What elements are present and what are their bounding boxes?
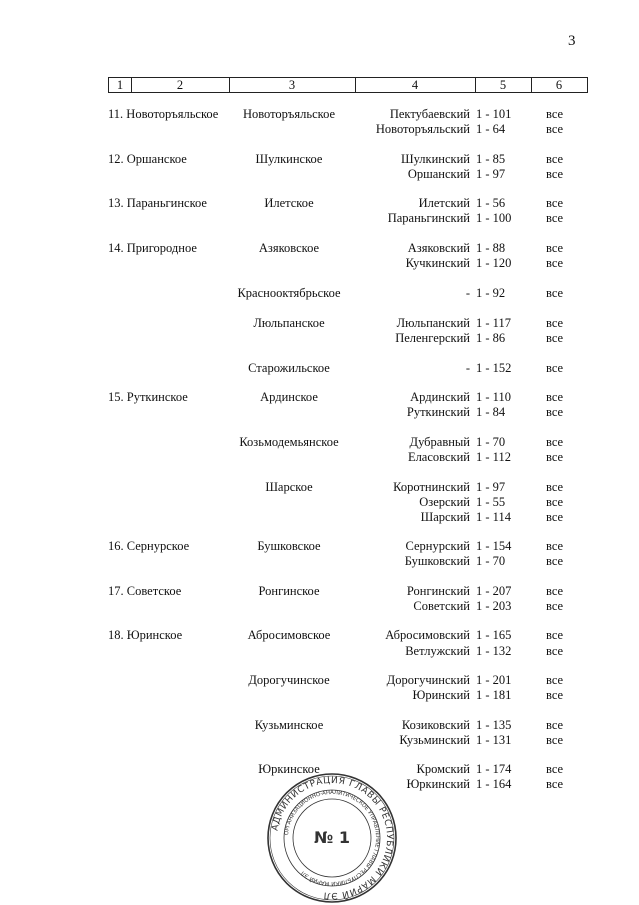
- house-range: 1 - 201: [476, 673, 512, 687]
- coverage-value: все: [546, 390, 564, 404]
- coverage-value: все: [546, 107, 564, 121]
- coverage-value: все: [546, 122, 564, 136]
- settlement-name: Новоторъяльское: [242, 107, 336, 121]
- house-range: 1 - 114: [476, 510, 511, 524]
- coverage-value: все: [546, 361, 564, 375]
- village-name: Бушковский: [404, 554, 470, 568]
- settlement-name: Кузьминское: [254, 718, 324, 732]
- house-range: 1 - 112: [476, 450, 511, 464]
- coverage-value: все: [546, 688, 564, 702]
- coverage-value: все: [546, 196, 564, 210]
- village-name: Кузьминский: [399, 733, 470, 747]
- header-cell-3: 3: [288, 78, 296, 92]
- header-cell-4: 4: [411, 78, 419, 92]
- house-range: 1 - 120: [476, 256, 512, 270]
- coverage-value: все: [546, 435, 564, 449]
- house-range: 1 - 64: [476, 122, 506, 136]
- settlement-name: Дорогучинское: [248, 673, 330, 687]
- house-range: 1 - 154: [476, 539, 512, 553]
- coverage-value: все: [546, 733, 564, 747]
- house-range: 1 - 110: [476, 390, 511, 404]
- coverage-value: все: [546, 256, 564, 270]
- header-cell-2: 2: [176, 78, 184, 92]
- district-name: 16. Сернурское: [108, 539, 190, 553]
- header-cell-1: 1: [116, 78, 124, 92]
- stamp-number: № 1: [314, 828, 350, 847]
- village-name: Сернурский: [405, 539, 470, 553]
- settlement-name: Абросимовское: [247, 628, 331, 642]
- district-name: 18. Юринское: [108, 628, 183, 642]
- village-name: Козиковский: [401, 718, 470, 732]
- stamp-outer-text: АДМИНИСТРАЦИЯ ГЛАВЫ РЕСПУБЛИКИ МАРИЙ ЭЛ: [270, 775, 395, 901]
- village-name: Илетский: [418, 196, 470, 210]
- village-name: Оршанский: [407, 167, 470, 181]
- house-range: 1 - 84: [476, 405, 506, 419]
- coverage-value: все: [546, 599, 564, 613]
- coverage-value: все: [546, 450, 564, 464]
- house-range: 1 - 164: [476, 777, 512, 791]
- coverage-value: все: [546, 211, 564, 225]
- house-range: 1 - 56: [476, 196, 506, 210]
- house-range: 1 - 97: [476, 480, 506, 494]
- coverage-value: все: [546, 331, 564, 345]
- settlement-name: Люльпанское: [253, 316, 325, 330]
- house-range: 1 - 181: [476, 688, 512, 702]
- page-number: 3: [568, 33, 576, 49]
- house-range: 1 - 203: [476, 599, 512, 613]
- house-range: 1 - 85: [476, 152, 506, 166]
- stamp-inner-text: ОРГАНИЗАЦИОННО-АНАЛИТИЧЕСКОЕ УПРАВЛЕНИЕ ГЛАВЫ РЕСПУБЛИКИ МАРИЙ ЭЛ: [284, 789, 381, 887]
- house-range: 1 - 131: [476, 733, 512, 747]
- coverage-value: все: [546, 777, 564, 791]
- village-name: Дубравный: [409, 435, 470, 449]
- settlement-name: Илетское: [264, 196, 314, 210]
- settlement-name: Шулкинское: [255, 152, 323, 166]
- house-range: 1 - 88: [476, 241, 506, 255]
- header-cell-6: 6: [555, 78, 563, 92]
- house-range: 1 - 101: [476, 107, 512, 121]
- coverage-value: все: [546, 241, 564, 255]
- settlement-name: Азяковское: [258, 241, 320, 255]
- village-name: Юринский: [412, 688, 470, 702]
- coverage-value: все: [546, 405, 564, 419]
- district-name: 17. Советское: [108, 584, 182, 598]
- village-name: Новоторъяльский: [375, 122, 470, 136]
- village-name: Пектубаевский: [389, 107, 470, 121]
- house-range: 1 - 97: [476, 167, 506, 181]
- coverage-value: все: [546, 495, 564, 509]
- village-name: Шарский: [420, 510, 470, 524]
- village-name: Ронгинский: [406, 584, 470, 598]
- coverage-value: все: [546, 286, 564, 300]
- coverage-value: все: [546, 167, 564, 181]
- village-name: Дорогучинский: [386, 673, 470, 687]
- house-range: 1 - 55: [476, 495, 506, 509]
- house-range: 1 - 100: [476, 211, 512, 225]
- village-name: Шулкинский: [400, 152, 470, 166]
- settlement-name: Бушковское: [257, 539, 321, 553]
- coverage-value: все: [546, 554, 564, 568]
- village-name: Люльпанский: [396, 316, 470, 330]
- village-name: Озерский: [419, 495, 470, 509]
- house-range: 1 - 152: [476, 361, 512, 375]
- coverage-value: все: [546, 539, 564, 553]
- house-range: 1 - 86: [476, 331, 506, 345]
- settlement-name: Краснооктябрьское: [237, 286, 341, 300]
- village-name: -: [465, 361, 470, 375]
- village-name: Абросимовский: [385, 628, 470, 642]
- settlement-name: Старожильское: [248, 361, 330, 375]
- village-name: Еласовский: [407, 450, 470, 464]
- settlement-name: Ардинское: [260, 390, 318, 404]
- district-name: 13. Параньгинское: [108, 196, 207, 210]
- house-range: 1 - 132: [476, 644, 512, 658]
- coverage-value: все: [546, 762, 564, 776]
- header-cell-5: 5: [499, 78, 507, 92]
- coverage-value: все: [546, 644, 564, 658]
- house-range: 1 - 165: [476, 628, 512, 642]
- district-name: 14. Пригородное: [108, 241, 197, 255]
- coverage-value: все: [546, 510, 564, 524]
- village-name: Юркинский: [406, 777, 470, 791]
- coverage-value: все: [546, 480, 564, 494]
- house-range: 1 - 70: [476, 554, 506, 568]
- village-name: Руткинский: [406, 405, 470, 419]
- district-name: 11. Новоторъяльское: [108, 107, 219, 121]
- district-name: 12. Оршанское: [108, 152, 187, 166]
- house-range: 1 - 117: [476, 316, 511, 330]
- village-name: Ардинский: [410, 390, 470, 404]
- village-name: Коротнинский: [393, 480, 470, 494]
- village-name: -: [465, 286, 470, 300]
- district-name: 15. Руткинское: [108, 390, 188, 404]
- settlement-name: Юркинское: [258, 762, 320, 776]
- house-range: 1 - 92: [476, 286, 506, 300]
- village-name: Кучкинский: [405, 256, 470, 270]
- village-name: Параньгинский: [387, 211, 470, 225]
- settlement-name: Ронгинское: [258, 584, 320, 598]
- house-range: 1 - 174: [476, 762, 512, 776]
- house-range: 1 - 70: [476, 435, 506, 449]
- village-name: Пеленгерский: [395, 331, 470, 345]
- coverage-value: все: [546, 316, 564, 330]
- village-name: Ветлужский: [405, 644, 470, 658]
- coverage-value: все: [546, 718, 564, 732]
- coverage-value: все: [546, 628, 564, 642]
- house-range: 1 - 207: [476, 584, 512, 598]
- settlement-name: Шарское: [265, 480, 313, 494]
- coverage-value: все: [546, 584, 564, 598]
- coverage-value: все: [546, 673, 564, 687]
- settlement-name: Козьмодемьянское: [239, 435, 339, 449]
- house-range: 1 - 135: [476, 718, 512, 732]
- village-name: Азяковский: [407, 241, 470, 255]
- village-name: Кромский: [416, 762, 470, 776]
- column-header-row: [108, 77, 588, 93]
- official-stamp: [266, 772, 398, 904]
- coverage-value: все: [546, 152, 564, 166]
- village-name: Советский: [413, 599, 470, 613]
